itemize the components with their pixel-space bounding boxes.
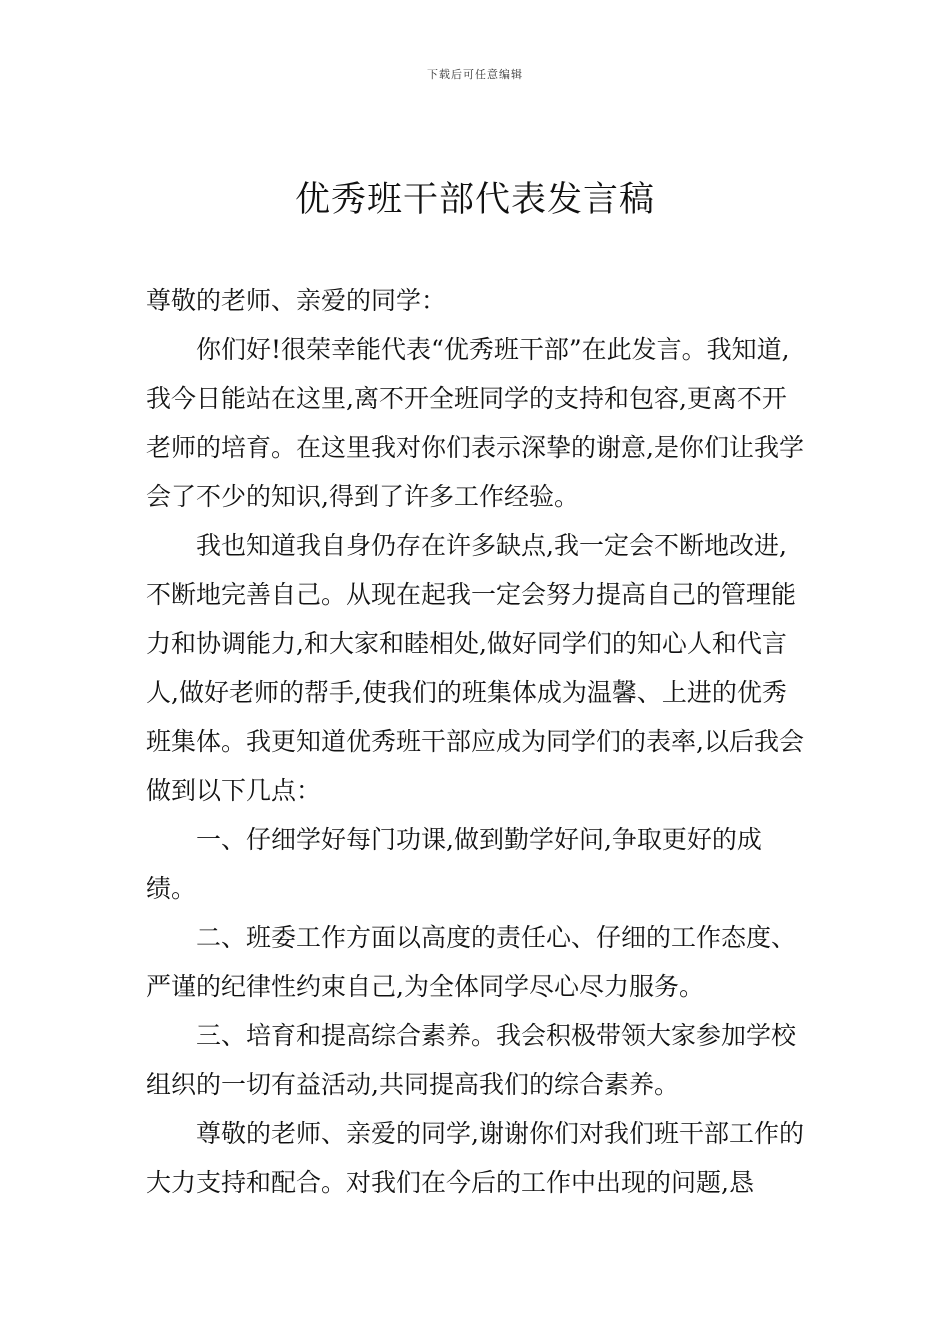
- body-paragraph: 尊敬的老师、亲爱的同学,谢谢你们对我们班干部工作的大力支持和配合。对我们在今后的工作中出现的问题,恳: [146, 1119, 804, 1197]
- body-paragraph: 你们好!很荣幸能代表“优秀班干部”在此发言。我知道,我今日能站在这里,离不开全班同学的支持和包容,更离不开老师的培育。在这里我对你们表示深挚的谢意,是你们让我学会了不少的知识,得到了许多工作经验。: [146, 335, 804, 511]
- body-paragraph: 一、仔细学好每门功课,做到勤学好问,争取更好的成绩。: [146, 825, 762, 903]
- document-body: [146, 276, 811, 1207]
- body-paragraph: 三、培育和提高综合素养。我会积极带领大家参加学校组织的一切有益活动,共同提高我们的综合素养。: [146, 1021, 797, 1099]
- body-paragraph: 二、班委工作方面以高度的责任心、仔细的工作态度、严谨的纪律性约束自己,为全体同学尽心尽力服务。: [146, 923, 797, 1001]
- header-note: 下载后可任意编辑: [427, 68, 523, 81]
- document-title: 优秀班干部代表发言稿: [294, 180, 655, 220]
- greeting-line: 尊敬的老师、亲爱的同学：: [146, 286, 447, 315]
- body-paragraph: 我也知道我自身仍存在许多缺点,我一定会不断地改进,不断地完善自己。从现在起我一定会努力提高自己的管理能力和协调能力,和大家和睦相处,做好同学们的知心人和代言人,做好老师的帮手,使我们的班集体成为温馨、上进的优秀班集体。我更知道优秀班干部应成为同学们的表率,以后我会做到以下几点：: [146, 531, 804, 805]
